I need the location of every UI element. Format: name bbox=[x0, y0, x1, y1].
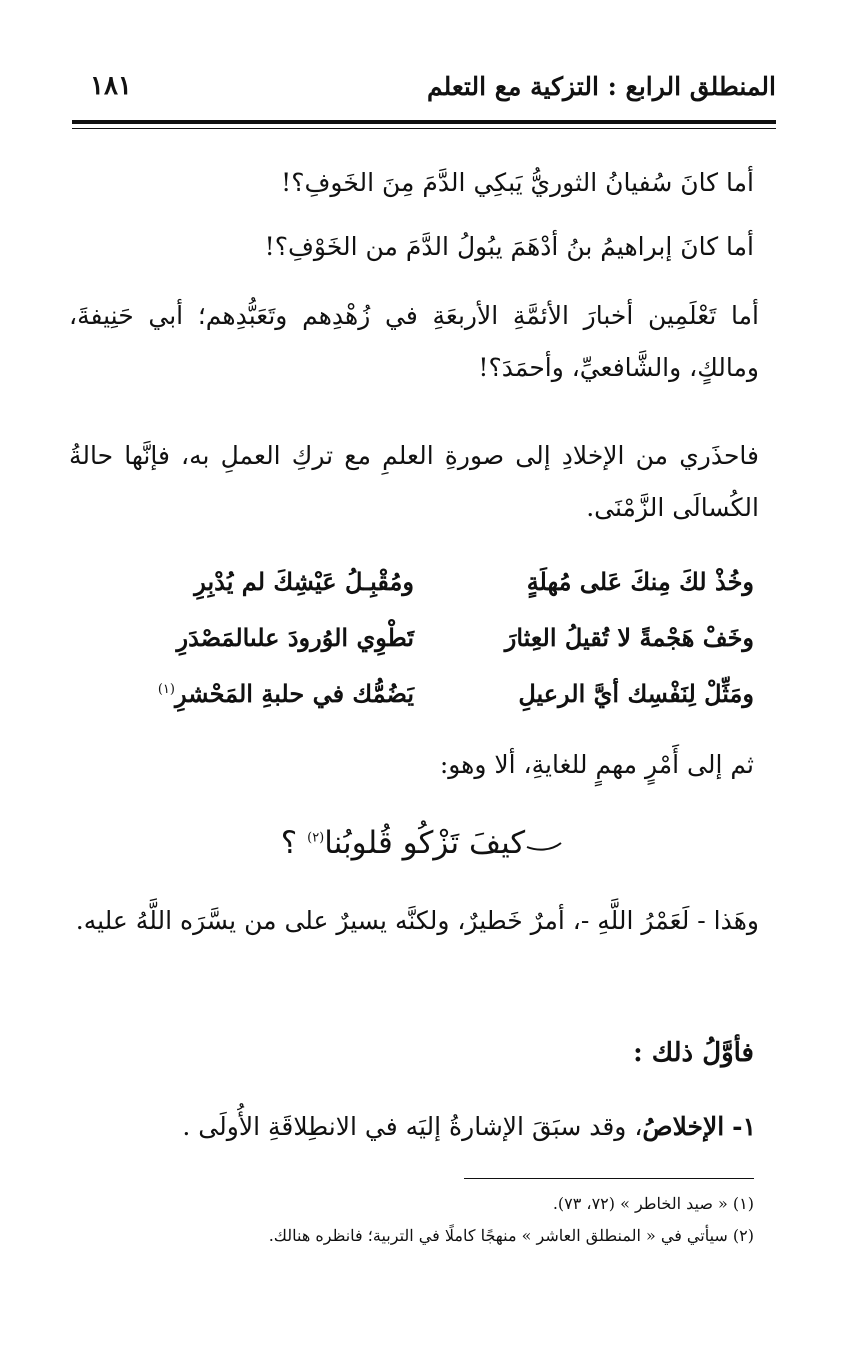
paragraph-ibrahim: أما كانَ إبراهيمُ بنُ أدْهَمَ يبُولُ الدَّمَ من الخَوْفِ؟! bbox=[264, 232, 754, 261]
paragraph-matter: وهَذا - لَعَمْرُ اللَّهِ -، أمرٌ خَطيرٌ، ولكنَّه يسيرٌ على من يسَّرَه اللَّهُ عليه. bbox=[75, 906, 759, 935]
verse-second-hemistich bbox=[74, 679, 414, 708]
header-rule-thick bbox=[72, 120, 776, 124]
verse-first-hemistich: ومَثِّلْ لِنَفْسِك أيَّ الرعيلِ bbox=[518, 678, 754, 708]
footnote: (٢) سيأتي في « المنطلق العاشر » منهجًا كاملًا في التربية؛ فانظره هنالك. bbox=[268, 1226, 754, 1245]
paragraph-transition: ثم إلى أَمْرٍ مهمٍ للغايةِ، ألا وهو: bbox=[439, 750, 754, 779]
verse-second-hemistich: تَطْوِي الوُرودَ علىالمَصْدَرِ bbox=[176, 622, 414, 652]
verse-first-hemistich: وخُذْ لكَ مِنكَ عَلى مُهلَةٍ bbox=[526, 566, 754, 596]
poem-verse bbox=[74, 553, 754, 609]
page-header bbox=[90, 66, 776, 106]
question-mark: ؟ bbox=[280, 825, 298, 861]
item-number: ١- bbox=[732, 1112, 756, 1141]
item-keyword: الإخلاصُ bbox=[642, 1112, 725, 1141]
footnotes bbox=[54, 1188, 754, 1252]
verse-second-text: يَضُمُّك في حلبةِ المَحْشرِ bbox=[174, 678, 414, 708]
running-title: المنطلق الرابع : التزكية مع التعلم bbox=[426, 71, 776, 101]
header-rule-thin bbox=[72, 128, 776, 129]
verse-first-hemistich: وخَفْ هَجْمةً لا تُقيلُ العِثارَ bbox=[504, 622, 754, 652]
footnote: (١) « صيد الخاطر » (٧٢، ٧٣). bbox=[552, 1194, 754, 1213]
swash-ornament-icon bbox=[525, 837, 563, 853]
footnote-separator bbox=[464, 1178, 754, 1179]
paragraph-four-imams: أما تَعْلَمِين أخبارَ الأئمَّةِ الأربعَةِ في زُهْدِهم وتَعَبُّدِهم؛ أبي حَنِيفةَ، ومالكٍ، والشَّافعيِّ، وأحمَدَ؟! bbox=[69, 301, 759, 382]
section-heading-text: كيفَ تَزْكُو قُلوبُنا bbox=[324, 825, 526, 861]
numbered-item bbox=[66, 1112, 756, 1141]
section-heading bbox=[0, 825, 844, 861]
footnote-marker: (١) bbox=[157, 681, 175, 697]
poem-verse bbox=[74, 665, 754, 721]
item-text: ، وقد سبَقَ الإشارةُ إليَه في الانطِلاقَةِ الأُولَى . bbox=[182, 1112, 643, 1141]
subheading: فأوَّلُ ذلك : bbox=[633, 1038, 754, 1068]
paragraph-warning: فاحذَري من الإخلادِ إلى صورةِ العلمِ مع تركِ العملِ به، فإنَّها حالةُ الكُسالَى الزَّمْنَى. bbox=[69, 441, 759, 522]
footnote-marker: (٢) bbox=[307, 830, 325, 846]
poem bbox=[74, 553, 754, 721]
poem-verse bbox=[74, 609, 754, 665]
page-number: ١٨١ bbox=[90, 71, 132, 101]
paragraph-sufyan: أما كانَ سُفيانُ الثوريُّ يَبكِي الدَّمَ مِنَ الخَوفِ؟! bbox=[281, 168, 754, 197]
verse-second-hemistich: ومُقْبِـلُ عَيْشِكَ لم يُدْبِرِ bbox=[194, 566, 414, 596]
